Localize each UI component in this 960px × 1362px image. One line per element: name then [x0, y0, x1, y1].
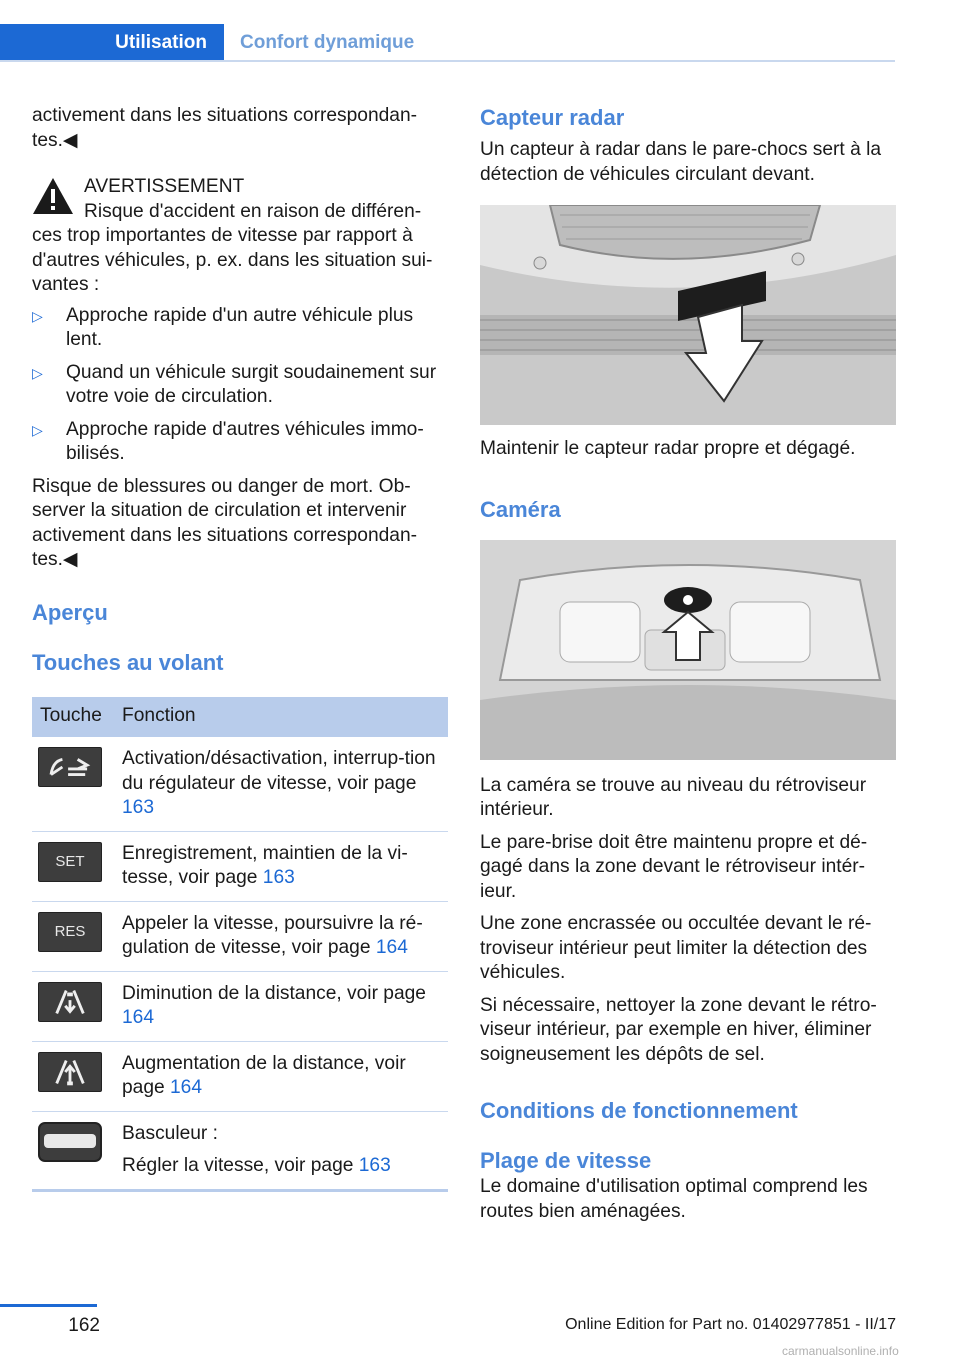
page-link[interactable]: 163 [262, 867, 295, 888]
camera-paragraph: Une zone encrassée ou occultée devant le ré-troviseur intérieur peut limiter la détection des véhicules. [480, 913, 872, 983]
bullet-triangle-icon: ▷ [32, 364, 43, 381]
camera-paragraph: Si nécessaire, nettoyer la zone devant le rétro-viseur intérieur, par exemple en hiver, éliminer soigneusement les dépôts de sel. [480, 994, 877, 1065]
res-button-icon: RES [38, 912, 102, 952]
footer-divider [0, 1304, 97, 1307]
distance-increase-icon [38, 1052, 102, 1092]
table-row: SET Enregistrement, maintien de la vi-tesse, voir page 163 [32, 831, 448, 901]
list-item: ▷ Approche rapide d'un autre véhicule plus lent. [32, 304, 414, 350]
warning-after: Risque de blessures ou danger de mort. Ob-server la situation de circulation et intervenir activement dans les situations correspondan-tes.◀ [32, 475, 418, 570]
edition-text: Online Edition for Part no. 01402977851 - II/17 [565, 1316, 896, 1333]
radar-illustration [480, 205, 896, 425]
table-row: Diminution de la distance, voir page 164 [32, 971, 448, 1041]
right-column [480, 104, 896, 1224]
page-link[interactable]: 164 [170, 1077, 203, 1098]
page-link[interactable]: 163 [358, 1155, 391, 1176]
heading-capteur-radar: Capteur radar [480, 105, 625, 130]
warning-list [32, 304, 448, 467]
list-item: ▷ Quand un véhicule surgit soudainement sur votre voie de circulation. [32, 361, 437, 407]
table-row: RES Appeler la vitesse, poursuivre la ré-gulation de vitesse, voir page 164 [32, 901, 448, 971]
table-header-row [32, 697, 448, 738]
table-row: Basculeur : Régler la vitesse, voir page 163 [32, 1111, 448, 1190]
camera-paragraph: La caméra se trouve au niveau du rétroviseur intérieur. [480, 774, 867, 820]
heading-touches: Touches au volant [32, 649, 224, 675]
heading-apercu: Aperçu [32, 599, 108, 625]
warning-triangle-icon [32, 177, 74, 215]
rocker-switch-icon [38, 1122, 102, 1162]
warning-title: AVERTISSEMENT [84, 176, 245, 197]
table-row: Activation/désactivation, interrup-tion du régulateur de vitesse, voir page 163 [32, 737, 448, 831]
cruise-control-icon [38, 747, 102, 787]
table-row: Augmentation de la distance, voir page 164 [32, 1041, 448, 1111]
keys-table [32, 697, 448, 1192]
heading-conditions: Conditions de fonctionnement [480, 1098, 798, 1123]
page-link[interactable]: 164 [122, 1007, 155, 1028]
col-touche: Touche [32, 697, 114, 738]
intro-text: activement dans les situations correspondan-tes.◀ [32, 105, 418, 151]
camera-paragraph: Le pare-brise doit être maintenu propre et dé-gagé dans la zone devant le rétroviseur intér-ieur. [480, 831, 868, 902]
set-button-icon: SET [38, 842, 102, 882]
warning-body: Risque d'accident en raison de différen-ces trop importantes de vitesse par rapport à d'autres véhicules, p. ex. dans les situation sui-vantes : [32, 200, 433, 295]
bullet-triangle-icon: ▷ [32, 421, 43, 438]
radar-text: Un capteur à radar dans le pare-chocs sert à la détection de véhicules circulant devant. [480, 139, 882, 185]
warning-box [32, 175, 448, 573]
list-item: ▷ Approche rapide d'autres véhicules immo-bilisés. [32, 418, 424, 464]
page-number: 162 [68, 1315, 100, 1336]
plage-text: Le domaine d'utilisation optimal comprend les routes bien aménagées. [480, 1176, 868, 1222]
tab-confort-dynamique[interactable]: Confort dynamique [240, 31, 415, 53]
left-column [32, 104, 448, 1192]
radar-caption: Maintenir le capteur radar propre et dégagé. [480, 438, 856, 459]
heading-camera: Caméra [480, 496, 561, 522]
camera-illustration [480, 540, 896, 760]
page-header [0, 0, 960, 64]
distance-decrease-icon [38, 982, 102, 1022]
col-fonction: Fonction [114, 697, 448, 738]
header-divider [0, 60, 895, 62]
heading-plage-vitesse: Plage de vitesse [480, 1148, 652, 1173]
radar-sensor-image [480, 205, 896, 425]
page-link[interactable]: 164 [375, 937, 408, 958]
watermark: carmanualsonline.info [782, 1344, 899, 1358]
tab-utilisation[interactable]: Utilisation [0, 24, 224, 61]
page-link[interactable]: 163 [122, 797, 155, 818]
camera-image [480, 540, 896, 760]
bullet-triangle-icon: ▷ [32, 307, 43, 324]
